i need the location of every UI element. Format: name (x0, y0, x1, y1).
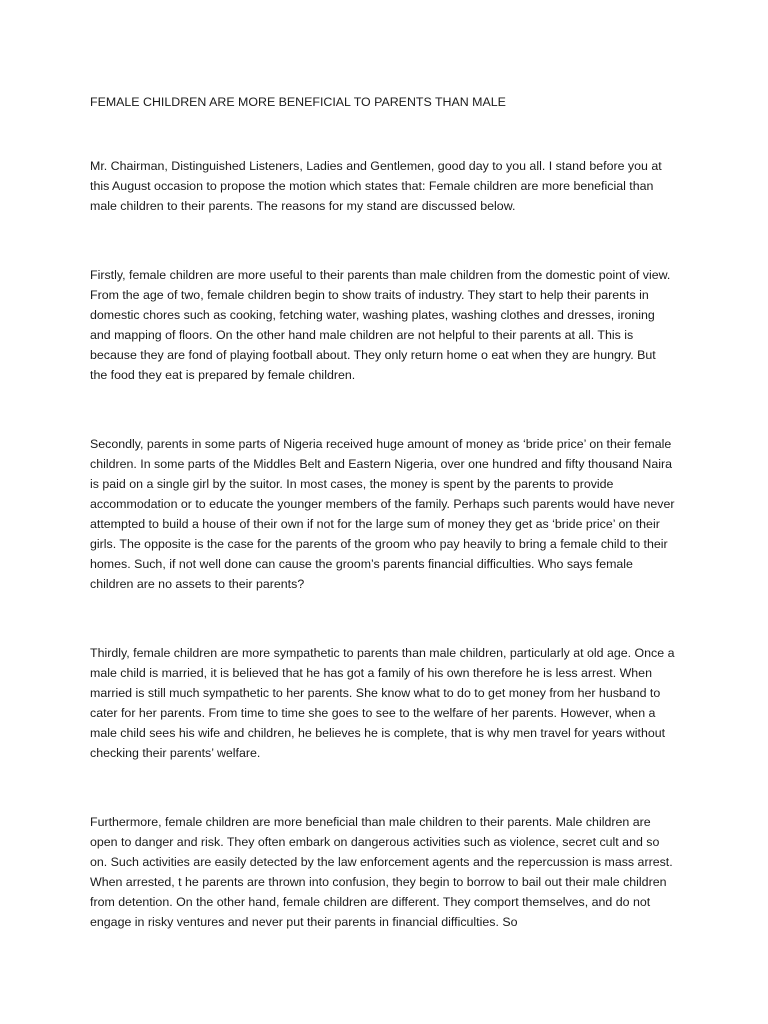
paragraph-introduction: Mr. Chairman, Distinguished Listeners, Ladies and Gentlemen, good day to you all. I stand before you at this August occasion to propose the motion which states that: Female children are more beneficial than male children to their parents. The reasons for my stand are discussed below. (90, 159, 662, 213)
paragraph-firstly: Firstly, female children are more useful to their parents than male children from the domestic point of view. From the age of two, female children begin to show traits of industry. They start to help their parents in domestic chores such as cooking, fetching water, washing plates, washing clothes and dresses, ironing and mapping of floors. On the other hand male children are not helpful to their parents at all. This is because they are fond of playing football about. They only return home o eat when they are hungry. But the food they eat is prepared by female children. (90, 268, 671, 382)
paragraph-thirdly: Thirdly, female children are more sympathetic to parents than male children, particularly at old age. Once a male child is married, it is believed that he has got a family of his own therefore he is less arrest. When married is still much sympathetic to her parents. She know what to do to get money from her husband to cater for her parents. From time to time she goes to see to the welfare of her parents. However, when a male child sees his wife and children, he believes he is complete, that is why men travel for years without checking their parents’ welfare. (90, 646, 675, 760)
document-page (90, 92, 676, 981)
paragraph-secondly: Secondly, parents in some parts of Nigeria received huge amount of money as ‘bride price’ on their female children. In some parts of the Middles Belt and Eastern Nigeria, over one hundred and fifty thousand Naira is paid on a single girl by the suitor. In most cases, the money is spent by the parents to provide accommodation or to educate the younger members of the family. Perhaps such parents would have never attempted to build a house of their own if not for the large sum of money they get as ‘bride price’ on their girls. The opposite is the case for the parents of the groom who pay heavily to bring a female child to their homes. Such, if not well done can cause the groom’s parents financial difficulties. Who says female children are no assets to their parents? (90, 437, 675, 591)
paragraph-furthermore: Furthermore, female children are more beneficial than male children to their parents. Male children are open to danger and risk. They often embark on dangerous activities such as violence, secret cult and so on. Such activities are easily detected by the law enforcement agents and the repercussion is mass arrest. When arrested, t he parents are thrown into confusion, they begin to borrow to bail out their male children from detention. On the other hand, female children are different. They comport themselves, and do not engage in risky ventures and never put their parents in financial difficulties. So (90, 815, 673, 929)
document-title: FEMALE CHILDREN ARE MORE BENEFICIAL TO PARENTS THAN MALE (90, 95, 506, 109)
